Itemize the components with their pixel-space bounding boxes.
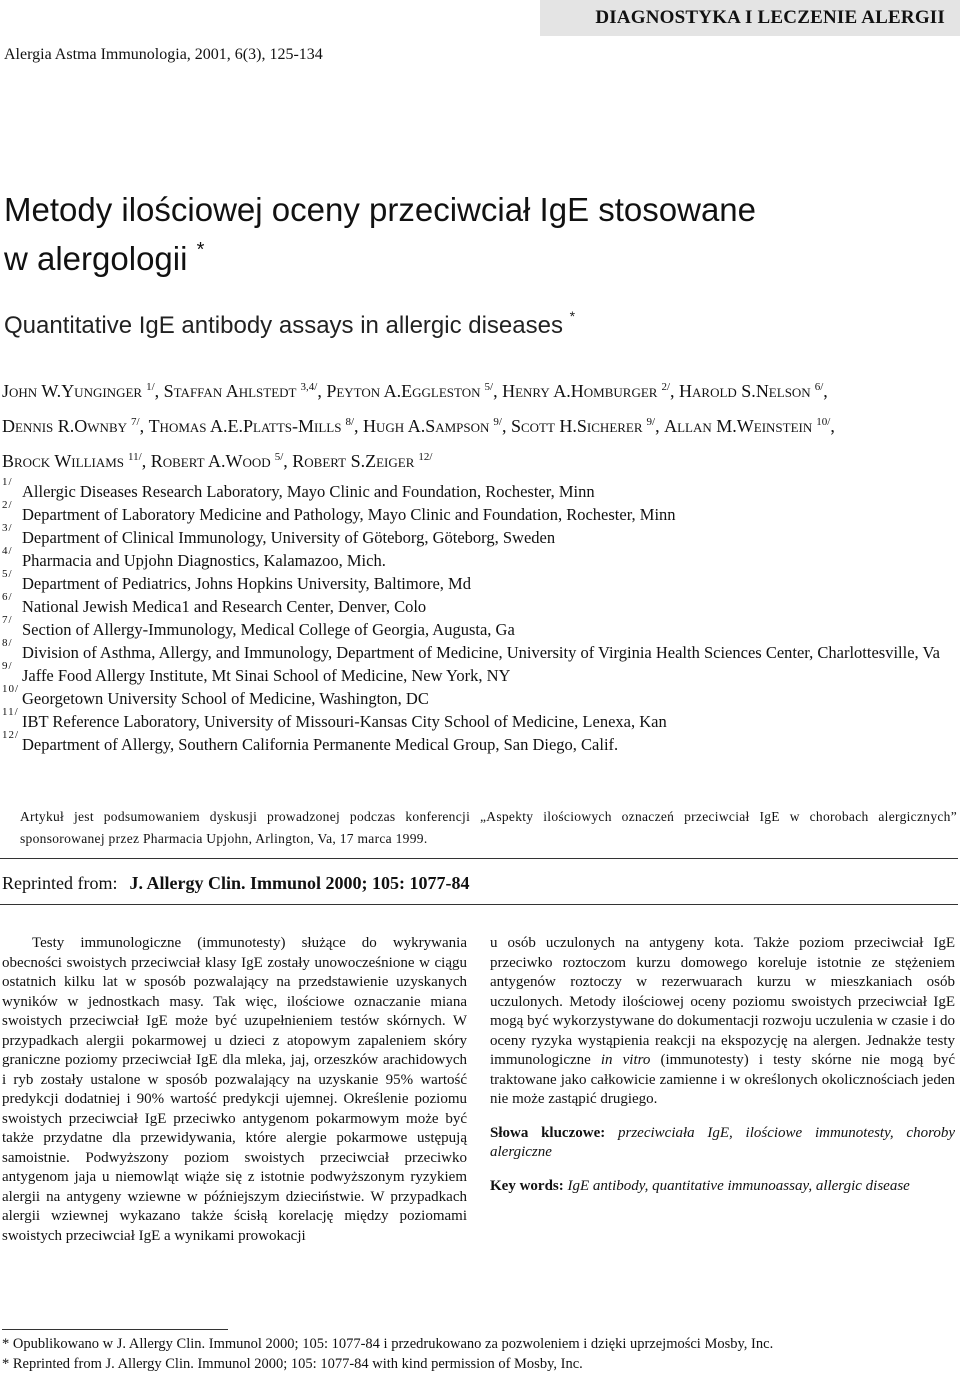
author	[679, 381, 823, 401]
author	[164, 381, 318, 401]
author	[292, 451, 432, 471]
affiliation-item	[2, 591, 957, 618]
author	[363, 416, 502, 436]
journal-citation: Alergia Astma Immunologia, 2001, 6(3), 125-134	[4, 46, 323, 63]
affiliation-item	[2, 499, 957, 526]
author-surname: Homburger	[570, 381, 658, 401]
title-polish-line2-text: w alergologii	[4, 240, 188, 277]
author-affiliation-mark: 9/	[493, 416, 502, 428]
affiliation-text: Department of Pediatrics, Johns Hopkins University, Baltimore, Md	[22, 574, 471, 593]
author	[149, 416, 354, 436]
affiliation-number: 4/	[2, 545, 13, 557]
affiliation-text: Department of Laboratory Medicine and Pathology, Mayo Clinic and Foundation, Rochester, Minn	[22, 505, 676, 524]
author-name: Thomas A.E.	[148, 416, 244, 436]
divider-bottom	[0, 904, 958, 905]
conference-note: Artykuł jest podsumowaniem dyskusji prowadzonej podczas konferencji „Aspekty ilościowych oznaczeń przeciwciał IgE w chorobach alergicznych” sponsorowanej przez Pharmacia Upjohn, Arlington, Va, 17 marca 1999.	[20, 809, 957, 846]
keywords-english-text: IgE antibody, quantitative immunoassay, allergic disease	[567, 1177, 910, 1194]
abstract-left-text: Testy immunologiczne (immunotesty) służące do wykrywania obecności swoistych przeciwciał klasy IgE zostały unowocześnione w ciągu ostatnich kilku lat w sposób pozwalający na przedstawienie uzyskanych wyników w jednostkach masy. Tak więc, ilościowe oznaczanie miana swoistych przeciwciał IgE może być uzupełnieniem testów skórnych. W przypadkach alergii pokarmowej u dzieci z atopowym zapaleniem skóry graniczne poziomy przeciwciał IgE dla mleka, jaj, orzeszków arachidowych i ryb zostały ustalone w sposób pozwalający na uzyskanie 95% wartość predykcji dodatniej i 90% wartość predykcji ujemnej. Określenie poziomu swoistych przeciwciał IgE przeciwko antygenom pokarmowym może być także przydatne dla przewidywania, które alergie pokarmowe ustępują samoistnie. Podwyższony poziom swoistych przeciwciał przeciwko antygenom jaja u niemowląt wiąże się z istotnie podwyższonym ryzykiem alergii na antygeny wziewne w późniejszym dzieciństwie. W przypadkach alergii wziewnej wykazano także ścisłą korelację między poziomami swoistych przeciwciał IgE a wynikami prowokacji	[2, 935, 467, 1244]
affiliation-list	[2, 476, 957, 756]
author	[664, 416, 830, 436]
affiliation-text: Department of Clinical Immunology, University of Göteborg, Göteborg, Sweden	[22, 528, 556, 547]
author-surname: Sicherer	[576, 416, 643, 436]
affiliation-number: 6/	[2, 591, 13, 603]
author-affiliation-mark: 6/	[814, 381, 824, 393]
affiliation-number: 2/	[2, 499, 13, 511]
reprint-line	[2, 873, 469, 894]
author	[2, 381, 155, 401]
author-name: Peyton A.	[326, 381, 402, 401]
reprint-label: Reprinted from:	[2, 873, 118, 893]
affiliation-number: 3/	[2, 522, 13, 534]
abstract-right-text	[490, 934, 955, 1110]
author-surname: Williams	[54, 451, 125, 471]
author-name: Robert S.	[292, 451, 366, 471]
affiliation-number: 8/	[2, 637, 13, 649]
author-affiliation-mark: 8/	[345, 416, 355, 428]
title-footnote-mark: *	[196, 239, 205, 261]
affiliation-number: 1/	[2, 476, 13, 488]
author-affiliation-mark: 2/	[661, 381, 671, 393]
author-name: Robert A.	[150, 451, 226, 471]
affiliation-text: Department of Allergy, Southern California Permanente Medical Group, San Diego, Calif.	[22, 735, 619, 754]
affiliation-item	[2, 545, 957, 572]
keywords-english-label: Key words:	[490, 1177, 564, 1194]
author-surname: Eggleston	[401, 381, 481, 401]
author-affiliation-mark: 11/	[128, 451, 142, 463]
abstract-left-column	[2, 934, 467, 1246]
keywords-polish	[490, 1124, 955, 1163]
author-name: Brock	[2, 451, 55, 471]
keywords-english	[490, 1177, 955, 1197]
affiliation-item	[2, 729, 957, 756]
title-english-text: Quantitative IgE antibody assays in allergic diseases	[4, 312, 563, 339]
keywords-polish-text: przeciwciała IgE, ilościowe immunotesty, choroby alergiczne	[490, 1124, 956, 1160]
affiliation-text: Pharmacia and Upjohn Diagnostics, Kalamazoo, Mich.	[22, 551, 386, 570]
affiliation-number: 5/	[2, 568, 13, 580]
author	[502, 381, 670, 401]
affiliation-item	[2, 637, 957, 664]
author-list: John W.Yunginger $^{1/}$, Staffan Ahlstedt $^{3,4/}$, Peyton A.Eggleston $^{5/}$, Henry A.Homburger $^{2/}$, Harold S.Nelson $^{6/}$, Dennis R.Ownby $^{7/}$, Thomas A.E.Platts-Mills $^{8/}$, Hugh A.Sampson $^{9/}$, Scott H.Sicherer $^{9/}$, Allan M.Weinstein $^{10/}$, Brock Williams $^{11/}$, Robert A.Wood $^{5/}$, Robert S.Zeiger $^{12/}$	[2, 381, 835, 471]
abstract-right-part1: u osób uczulonych na antygeny kota. Także poziom przeciwciał IgE przeciwko roztoczom kurzu domowego koreluje istotnie ze stężeniem antygenów roztoczy w rezerwuarach kurzu w mieszkaniach osób uczulonych. Metody ilościowej oceny poziomu swoistych przeciwciał IgE mogą być wykorzystywane do dokumentacji rozwoju uczulenia w czasie i do oceny ryzyka wystąpienia reakcji na ekspozycję na alergen. Jednakże testy immunologiczne	[490, 935, 955, 1068]
affiliation-number: 11/	[2, 706, 19, 718]
affiliation-text: Jaffe Food Allergy Institute, Mt Sinai School of Medicine, New York, NY	[22, 666, 511, 685]
author-surname: Yunginger	[61, 381, 143, 401]
title-polish-line2	[4, 230, 756, 279]
author-surname: Ahlstedt	[225, 381, 297, 401]
author-name: Dennis R.	[2, 416, 75, 436]
title-english-footnote-mark: *	[569, 308, 576, 324]
author-affiliation-mark: 3,4/	[300, 381, 318, 393]
author-surname: Ownby	[74, 416, 127, 436]
abstract-right-column	[490, 934, 955, 1196]
reprint-source: J. Allergy Clin. Immunol 2000; 105: 1077-84	[129, 873, 470, 893]
affiliation-item	[2, 476, 957, 503]
affiliation-item	[2, 660, 957, 687]
affiliation-item	[2, 522, 957, 549]
affiliation-item	[2, 683, 957, 710]
footnote-rule	[2, 1329, 228, 1330]
affiliation-item	[2, 568, 957, 595]
author	[151, 451, 284, 471]
author	[326, 381, 493, 401]
affiliation-text: Georgetown University School of Medicine, Washington, DC	[22, 689, 429, 708]
affiliation-item	[2, 706, 957, 733]
title-english	[4, 308, 575, 340]
affiliation-text: Section of Allergy-Immunology, Medical College of Georgia, Augusta, Ga	[22, 620, 515, 639]
author	[2, 451, 142, 471]
author-name: John W.	[2, 381, 62, 401]
affiliation-number: 10/	[2, 683, 20, 695]
author	[511, 416, 655, 436]
divider-top	[0, 858, 958, 859]
title-polish-line1: Metody ilościowej oceny przeciwciał IgE stosowane	[4, 191, 757, 228]
author-surname: Wood	[225, 451, 271, 471]
affiliation-text: Division of Asthma, Allergy, and Immunology, Department of Medicine, University of Virginia Health Sciences Center, Charlottesville, Va	[22, 643, 940, 662]
author-affiliation-mark: 7/	[131, 416, 140, 428]
section-title: DIAGNOSTYKA I LECZENIE ALERGII	[595, 7, 945, 28]
author-name: Harold S.	[679, 381, 756, 401]
author-name: Allan M.	[664, 416, 737, 436]
author-surname: Zeiger	[365, 451, 415, 471]
author-name: Staffan	[163, 381, 226, 401]
author-surname: Nelson	[755, 381, 811, 401]
author-name: Hugh A.	[363, 416, 426, 436]
author-affiliation-mark: 10/	[816, 416, 831, 428]
author	[2, 416, 140, 436]
abstract-right-part2: (immunotesty) i testy skórne nie mogą być traktowane jako całkowicie zamienne i w określonych okolicznościach jeden nie może zastąpić drugiego.	[490, 1052, 955, 1107]
author-surname: Sampson	[425, 416, 490, 436]
author-affiliation-mark: 12/	[418, 451, 433, 463]
footnote-polish: * Opublikowano w J. Allergy Clin. Immunol 2000; 105: 1077-84 i przedrukowano za pozwoleniem i dzięki uprzejmości Mosby, Inc.	[2, 1336, 774, 1352]
author-name: Henry A.	[502, 381, 571, 401]
author-affiliation-mark: 1/	[146, 381, 155, 393]
affiliation-number: 9/	[2, 660, 13, 672]
affiliation-text: National Jewish Medica1 and Research Center, Denver, Colo	[22, 597, 427, 616]
author-name: Scott H.	[510, 416, 577, 436]
affiliation-item	[2, 614, 957, 641]
author-surname: Platts-Mills	[243, 416, 342, 436]
author-affiliation-mark: 9/	[646, 416, 656, 428]
author-surname: Weinstein	[736, 416, 813, 436]
footnote-english: * Reprinted from J. Allergy Clin. Immunol 2000; 105: 1077-84 with kind permission of Mosby, Inc.	[2, 1356, 583, 1372]
title-polish	[4, 190, 756, 279]
affiliation-number: 12/	[2, 729, 20, 741]
author-affiliation-mark: 5/	[274, 451, 284, 463]
abstract-right-italic: in vitro	[600, 1052, 651, 1068]
author-affiliation-mark: 5/	[484, 381, 494, 393]
affiliation-text: Allergic Diseases Research Laboratory, Mayo Clinic and Foundation, Rochester, Minn	[22, 482, 595, 501]
affiliation-text: IBT Reference Laboratory, University of Missouri-Kansas City School of Medicine, Lenexa, Kan	[22, 712, 667, 731]
keywords-polish-label: Słowa kluczowe:	[490, 1124, 606, 1141]
affiliation-number: 7/	[2, 614, 13, 626]
